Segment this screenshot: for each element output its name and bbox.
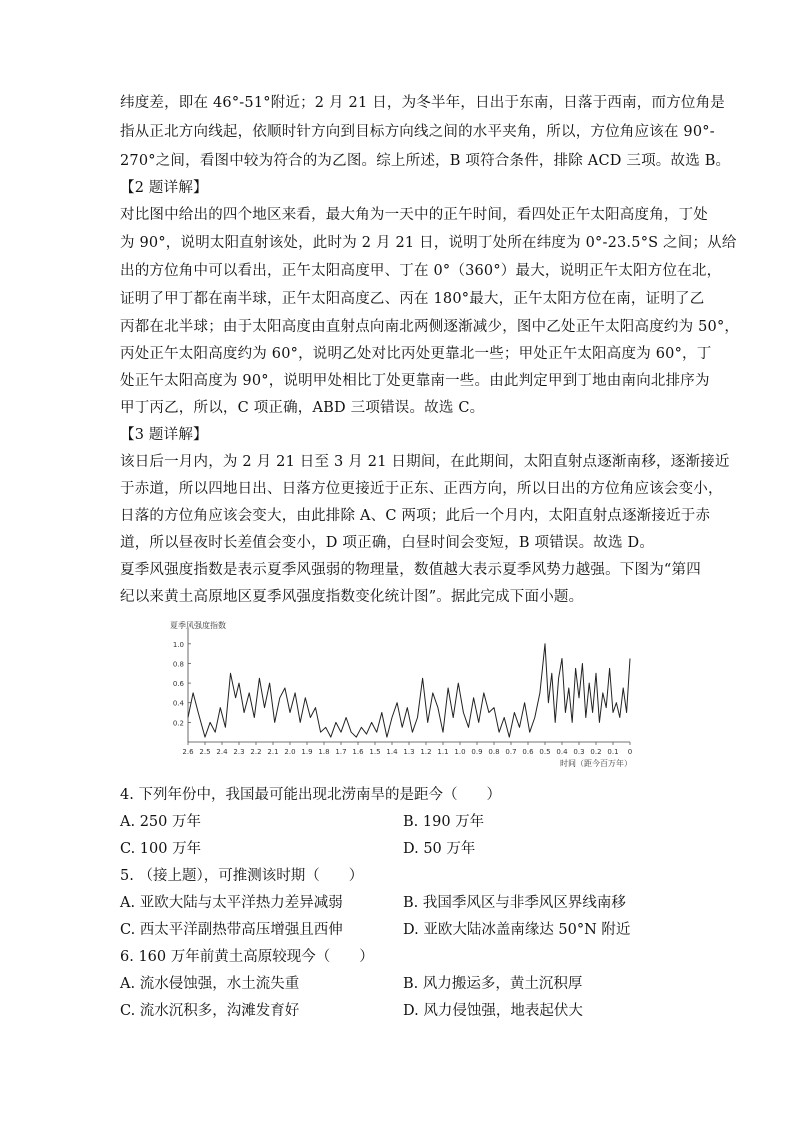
option-5a[interactable]: A. 亚欧大陆与太平洋热力差异减弱 <box>120 895 343 911</box>
question-4-stem: 4. 下列年份中，我国最可能出现北涝南旱的是距今（ ） <box>120 787 501 803</box>
text-line: 于赤道，所以四地日出、日落方位更接近于正东、正西方向，所以日出的方位角应该会变小， <box>120 481 723 497</box>
option-5b[interactable]: B. 我国季风区与非季风区界线南移 <box>403 895 626 911</box>
x-tick-label: 1.7 <box>335 748 347 756</box>
option-5d[interactable]: D. 亚欧大陆冰盖南缘达 50°N 附近 <box>403 922 631 938</box>
x-tick-label: 0 <box>627 748 633 756</box>
x-tick-label: 0.4 <box>556 748 568 756</box>
text-line: 丙都在北半球；由于太阳高度由直射点向南北两侧逐渐减少，图中乙处正午太阳高度约为 50°， <box>120 319 740 335</box>
text-line: 丙处正午太阳高度约为 60°，说明乙处对比丙处更靠北一些；甲处正午太阳高度为 60°，丁 <box>120 346 712 362</box>
x-tick-label: 0.8 <box>488 748 500 756</box>
x-ticks <box>182 742 632 756</box>
x-tick-label: 0.3 <box>573 748 585 756</box>
x-axis-label: 时间（距今百万年） <box>560 759 632 768</box>
option-6a[interactable]: A. 流水侵蚀强，水土流失重 <box>120 976 300 992</box>
option-4c[interactable]: C. 100 万年 <box>120 841 202 857</box>
y-tick-label: 0.2 <box>172 719 184 728</box>
question-6-stem: 6. 160 万年前黄土高原较现今（ ） <box>120 949 374 965</box>
monsoon-index-line <box>188 644 630 737</box>
x-tick-label: 0.6 <box>522 748 534 756</box>
text-line: 为 90°，说明太阳直射该处，此时为 2 月 21 日，说明丁处所在纬度为 0°-23.5°S 之间；从给 <box>120 235 737 251</box>
text-line: 证明了甲丁都在南半球，正午太阳高度乙、丙在 180°最大，正午太阳方位在南，证明了乙 <box>120 291 705 307</box>
x-tick-label: 1.9 <box>301 748 313 756</box>
option-6d[interactable]: D. 风力侵蚀强，地表起伏大 <box>403 1003 583 1019</box>
text-line: 日落的方位角应该会变大，由此排除 A、C 两项；此后一个月内，太阳直射点逐渐接近于赤 <box>120 508 711 524</box>
x-tick-label: 0.2 <box>590 748 602 756</box>
option-6b[interactable]: B. 风力搬运多，黄土沉积厚 <box>403 976 583 992</box>
text-line: 对比图中给出的四个地区来看，最大角为一天中的正午时间，看四处正午太阳高度角，丁处 <box>120 207 708 223</box>
text-line: 夏季风强度指数是表示夏季风强弱的物理量，数值越大表示夏季风势力越强。下图为“第四 <box>120 562 701 578</box>
option-4b[interactable]: B. 190 万年 <box>403 814 485 830</box>
x-tick-label: 1.1 <box>437 748 449 756</box>
text-line: 出的方位角中可以看出，正午太阳高度甲、丁在 0°（360°）最大，说明正午太阳方位在北， <box>120 263 722 279</box>
text-line: 甲丁丙乙，所以，C 项正确，ABD 三项错误。故选 C。 <box>120 400 485 416</box>
x-tick-label: 1.4 <box>386 748 398 756</box>
x-tick-label: 1.8 <box>318 748 330 756</box>
x-tick-label: 0.5 <box>539 748 551 756</box>
y-tick-label: 1.0 <box>172 640 184 649</box>
y-axis-label: 夏季风强度指数 <box>170 621 226 630</box>
section-heading: 【2 题详解】 <box>120 180 208 196</box>
x-tick-label: 2.0 <box>284 748 296 756</box>
text-line: 指从正北方向线起，依顺时针方向到目标方向线之间的水平夹角，所以，方位角应该在 90°- <box>120 124 715 140</box>
text-line: 纪以来黄土高原地区夏季风强度指数变化统计图”。据此完成下面小题。 <box>120 589 584 605</box>
x-tick-label: 0.7 <box>505 748 517 756</box>
x-tick-label: 2.2 <box>250 748 262 756</box>
x-tick-label: 2.4 <box>216 748 228 756</box>
text-line: 270°之间，看图中较为符合的为乙图。综上所述，B 项符合条件，排除 ACD 三项。故选 B。 <box>120 153 731 169</box>
x-tick-label: 2.6 <box>182 748 194 756</box>
option-4d[interactable]: D. 50 万年 <box>403 841 476 857</box>
x-tick-label: 2.3 <box>233 748 245 756</box>
text-line: 纬度差，即在 46°-51°附近；2 月 21 日，为冬半年，日出于东南，日落于西南，而方位角是 <box>120 95 726 111</box>
chart-series <box>188 644 630 737</box>
option-5c[interactable]: C. 西太平洋副热带高压增强且西伸 <box>120 922 343 938</box>
y-tick-label: 0.4 <box>172 699 184 708</box>
question-5-stem: 5. （接上题），可推测该时期（ ） <box>120 868 364 884</box>
text-line: 该日后一月内，为 2 月 21 日至 3 月 21 日期间，在此期间，太阳直射点逐渐南移，逐渐接近 <box>120 454 730 470</box>
x-tick-label: 2.1 <box>267 748 279 756</box>
text-line: 道，所以昼夜时长差值会变小，D 项正确，白昼时间会变短，B 项错误。故选 D。 <box>120 535 655 551</box>
x-tick-label: 2.5 <box>199 748 211 756</box>
x-tick-label: 1.0 <box>454 748 466 756</box>
y-tick-label: 0.6 <box>172 680 184 689</box>
x-tick-label: 1.6 <box>352 748 364 756</box>
x-tick-label: 0.1 <box>607 748 619 756</box>
text-line: 处正午太阳高度为 90°，说明甲处相比丁处更靠南一些。由此判定甲到丁地由南向北排序为 <box>120 373 710 389</box>
x-tick-label: 1.2 <box>420 748 432 756</box>
option-6c[interactable]: C. 流水沉积多，沟滩发育好 <box>120 1003 300 1019</box>
x-tick-label: 1.5 <box>369 748 381 756</box>
option-4a[interactable]: A. 250 万年 <box>120 814 201 830</box>
x-tick-label: 1.3 <box>403 748 415 756</box>
x-tick-label: 0.9 <box>471 748 483 756</box>
section-heading: 【3 题详解】 <box>120 427 208 443</box>
y-tick-label: 0.8 <box>172 660 184 669</box>
monsoon-index-chart <box>160 614 640 774</box>
chart-svg <box>160 614 640 774</box>
